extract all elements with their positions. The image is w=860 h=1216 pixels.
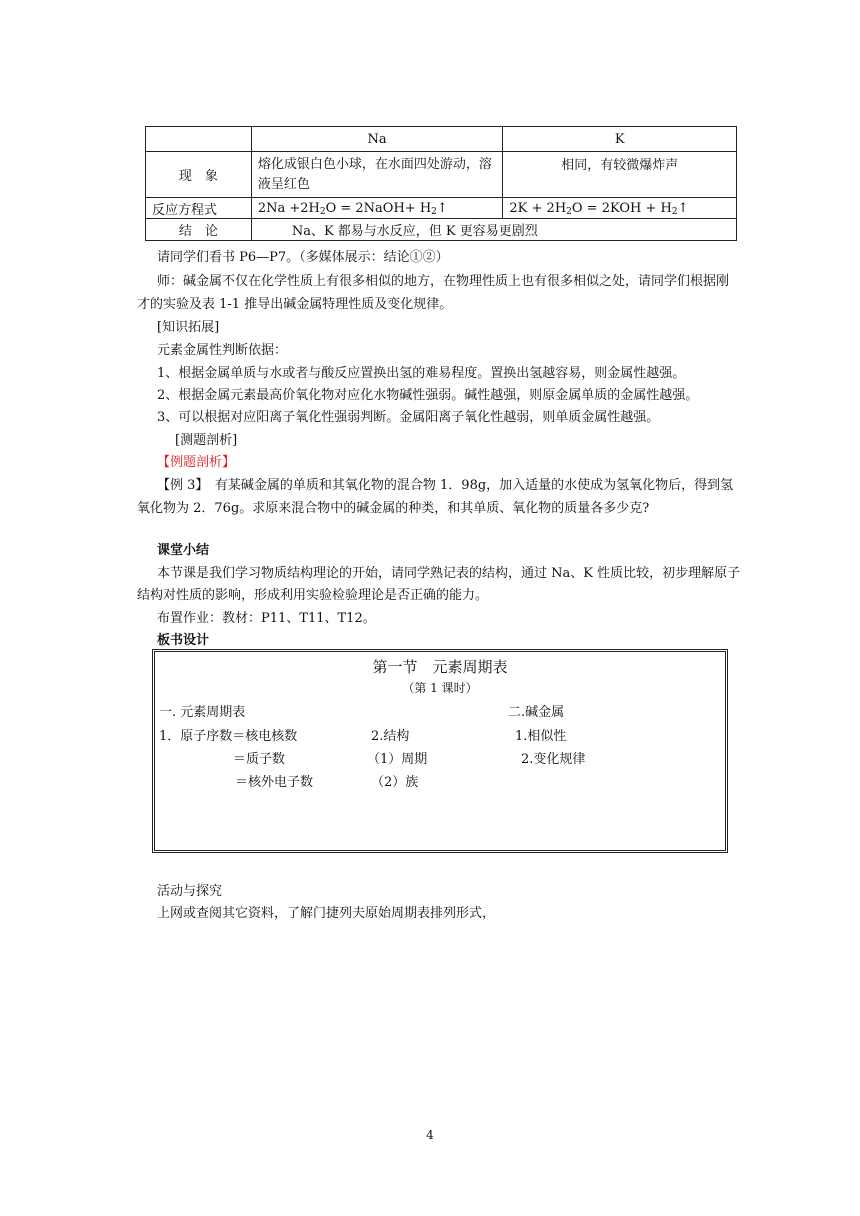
board-design-box — [152, 649, 728, 853]
subscript: 2 — [431, 206, 437, 217]
table-cell-empty — [146, 127, 252, 152]
subscript: 2 — [319, 206, 326, 217]
paragraph: 布置作业：教材：P11、T11、T12。 — [157, 611, 376, 626]
board-left-heading: 一. 元素周期表 — [159, 705, 246, 720]
board-heading: 板书设计 — [157, 633, 210, 648]
board-text: ＝质子数 — [233, 752, 286, 767]
list-item: 3、可以根据对应阳离子氧化性强弱判断。金属阳离子氧化性越弱，则单质金属性越强。 — [157, 410, 660, 425]
paragraph: 本节课是我们学习物质结构理论的开始，请同学熟记表的结构，通过 Na、K 性质比较，初步理解原子 — [157, 566, 741, 581]
up-arrow-glyph: ↑ — [677, 200, 689, 216]
board-text: 1．原子序数＝核电核数 — [159, 729, 298, 744]
table-row-label: 反应方程式 — [146, 198, 252, 219]
board-title: 第一节 元素周期表 — [372, 658, 508, 676]
table-cell-k-equation — [503, 198, 737, 219]
table-header-k: K — [503, 127, 737, 152]
table-row — [146, 219, 737, 241]
board-right-heading: 二.碱金属 — [508, 705, 565, 720]
table-row — [146, 198, 737, 219]
table-cell-conclusion: Na、K 都易与水反应，但 K 更容易更剧烈 — [251, 219, 736, 241]
table-row — [146, 152, 737, 198]
paragraph: 师：碱金属不仅在化学性质上有很多相似的地方，在物理性质上也有很多相似之处，请同学们根据刚 — [157, 274, 730, 289]
subscript: 2 — [671, 206, 678, 217]
comparison-table — [145, 126, 737, 241]
paragraph: 上网或查阅其它资料，了解门捷列夫原始周期表排列形式， — [157, 906, 496, 921]
list-item: 1、根据金属单质与水或者与酸反应置换出氢的难易程度。置换出氢越容易，则金属性越强。 — [157, 366, 686, 381]
equation-text: O = 2KOH + H — [571, 200, 672, 216]
equation-text: 2Na +2H — [257, 200, 320, 216]
table-row-label: 现 象 — [146, 152, 252, 198]
paragraph: 结构对性质的影响，形成利用实验检验理论是否正确的能力。 — [137, 588, 489, 603]
table-cell-na-equation — [251, 198, 503, 219]
example-text: 【例 3】 有某碱金属的单质和其氧化物的混合物 1．98g，加入适量的水使成为氢氧化物后，得到氢 — [157, 478, 734, 493]
example-heading: 【例题剖析】 — [157, 455, 236, 470]
list-item: 2、根据金属元素最高价氧化物对应化水物碱性强弱。碱性越强，则原金属单质的金属性越强。 — [157, 388, 699, 403]
board-text: 2.结构 — [371, 729, 410, 744]
summary-heading: 课堂小结 — [157, 543, 210, 558]
paragraph: 请同学们看书 P6—P7。（多媒体展示：结论①②） — [157, 250, 449, 265]
table-header-na: Na — [251, 127, 503, 152]
subscript: 2 — [566, 206, 572, 217]
board-text: ＝核外电子数 — [235, 775, 314, 790]
section-label: [知识拓展] — [157, 320, 220, 335]
board-subtitle: （第 1 课时） — [402, 681, 478, 695]
activity-heading: 活动与探究 — [157, 884, 223, 899]
page-number: 4 — [426, 1128, 434, 1142]
table-cell-k-phenomenon: 相同，有较微爆炸声 — [503, 152, 737, 198]
board-text: 1.相似性 — [515, 729, 567, 744]
equation-text: 2K + 2H — [509, 200, 567, 216]
board-text: （2）族 — [371, 775, 419, 790]
table-cell-na-phenomenon: 熔化成银白色小球，在水面四处游动，溶液呈红色 — [251, 152, 503, 198]
board-text: 2.变化规律 — [521, 752, 586, 767]
up-arrow-glyph: ↑ — [436, 200, 448, 216]
board-text: （1）周期 — [367, 752, 428, 767]
table-row-label: 结 论 — [146, 219, 252, 241]
equation-text: O = 2NaOH+ H — [325, 200, 432, 216]
table-header-row — [146, 127, 737, 152]
paragraph: 元素金属性判断依据： — [157, 343, 288, 358]
example-text: 氧化物为 2．76g。求原来混合物中的碱金属的种类，和其单质、氧化物的质量各多少克? — [137, 501, 650, 516]
section-label: [测题剖析] — [175, 433, 238, 448]
paragraph: 才的实验及表 1-1 推导出碱金属特理性质及变化规律。 — [137, 297, 453, 312]
